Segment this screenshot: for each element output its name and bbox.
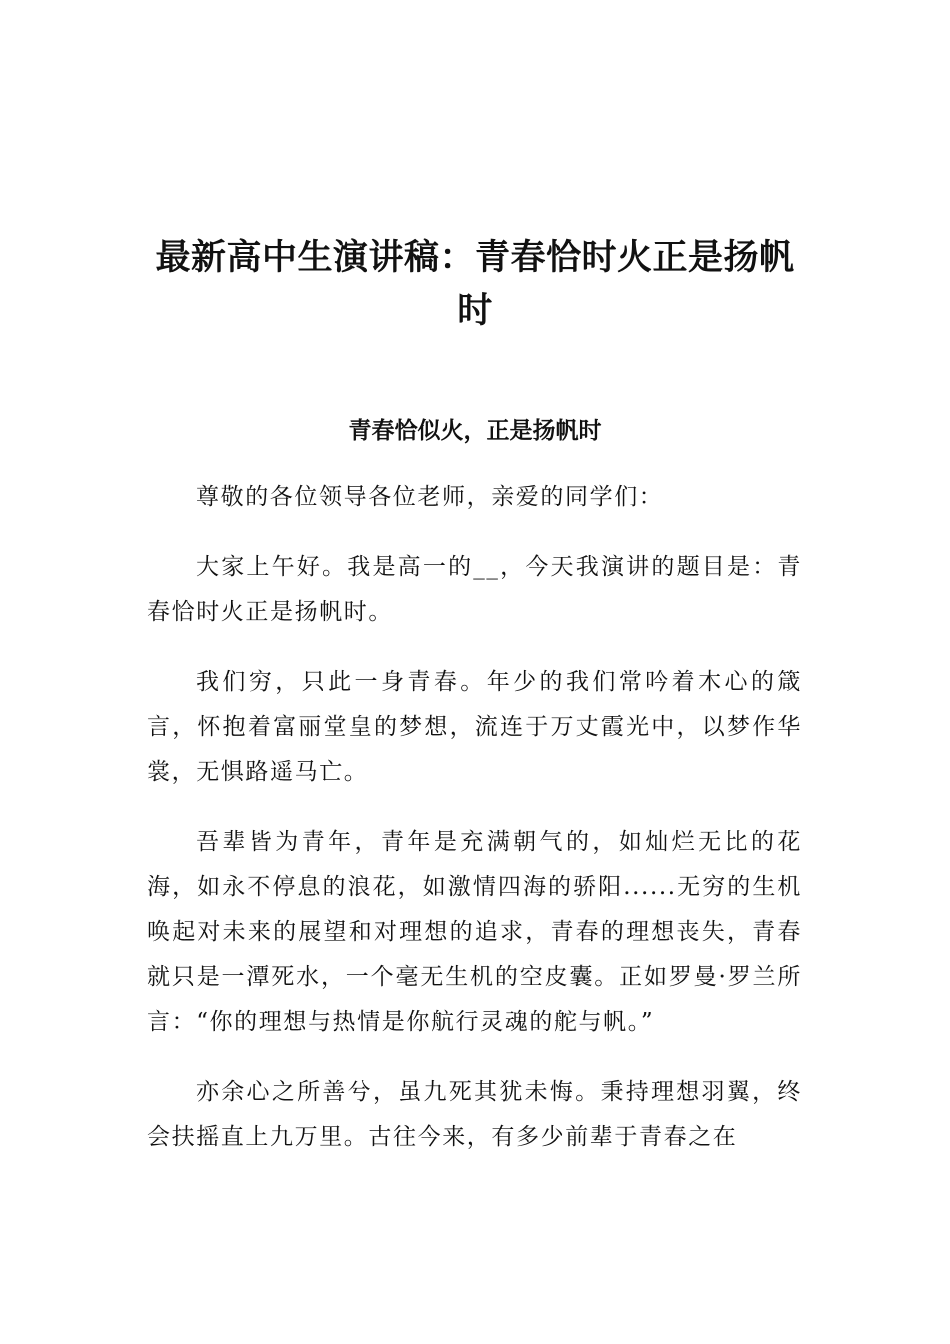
document-body [147, 475, 802, 1185]
speech-subtitle: 青春恰似火，正是扬帆时 [348, 418, 602, 444]
paragraph: 吾辈皆为青年，青年是充满朝气的，如灿烂无比的花海，如永不停息的浪花，如激情四海的骄阳......无穷的生机唤起对未来的展望和对理想的追求，青春的理想丧失，青春就只是一潭死水，一个毫无生机的空皮囊。正如罗曼·罗兰所言：“你的理想与热情是你航行灵魂的舵与帆。” [147, 829, 802, 1035]
paragraph-greeting: 尊敬的各位领导各位老师，亲爱的同学们： [196, 484, 664, 510]
paragraph: 我们穷，只此一身青春。年少的我们常吟着木心的箴言，怀抱着富丽堂皇的梦想，流连于万丈霞光中，以梦作华裳，无惧路遥马亡。 [147, 669, 802, 785]
paragraph-introduction: 大家上午好。我是高一的__，今天我演讲的题目是：青春恰时火正是扬帆时。 [147, 554, 802, 625]
paragraph: 亦余心之所善兮，虽九死其犹未悔。秉持理想羽翼，终会扶摇直上九万里。古往今来，有多少前辈于青春之在 [147, 1079, 802, 1150]
document-title: 最新高中生演讲稿：青春恰时火正是扬帆时 [155, 238, 795, 331]
